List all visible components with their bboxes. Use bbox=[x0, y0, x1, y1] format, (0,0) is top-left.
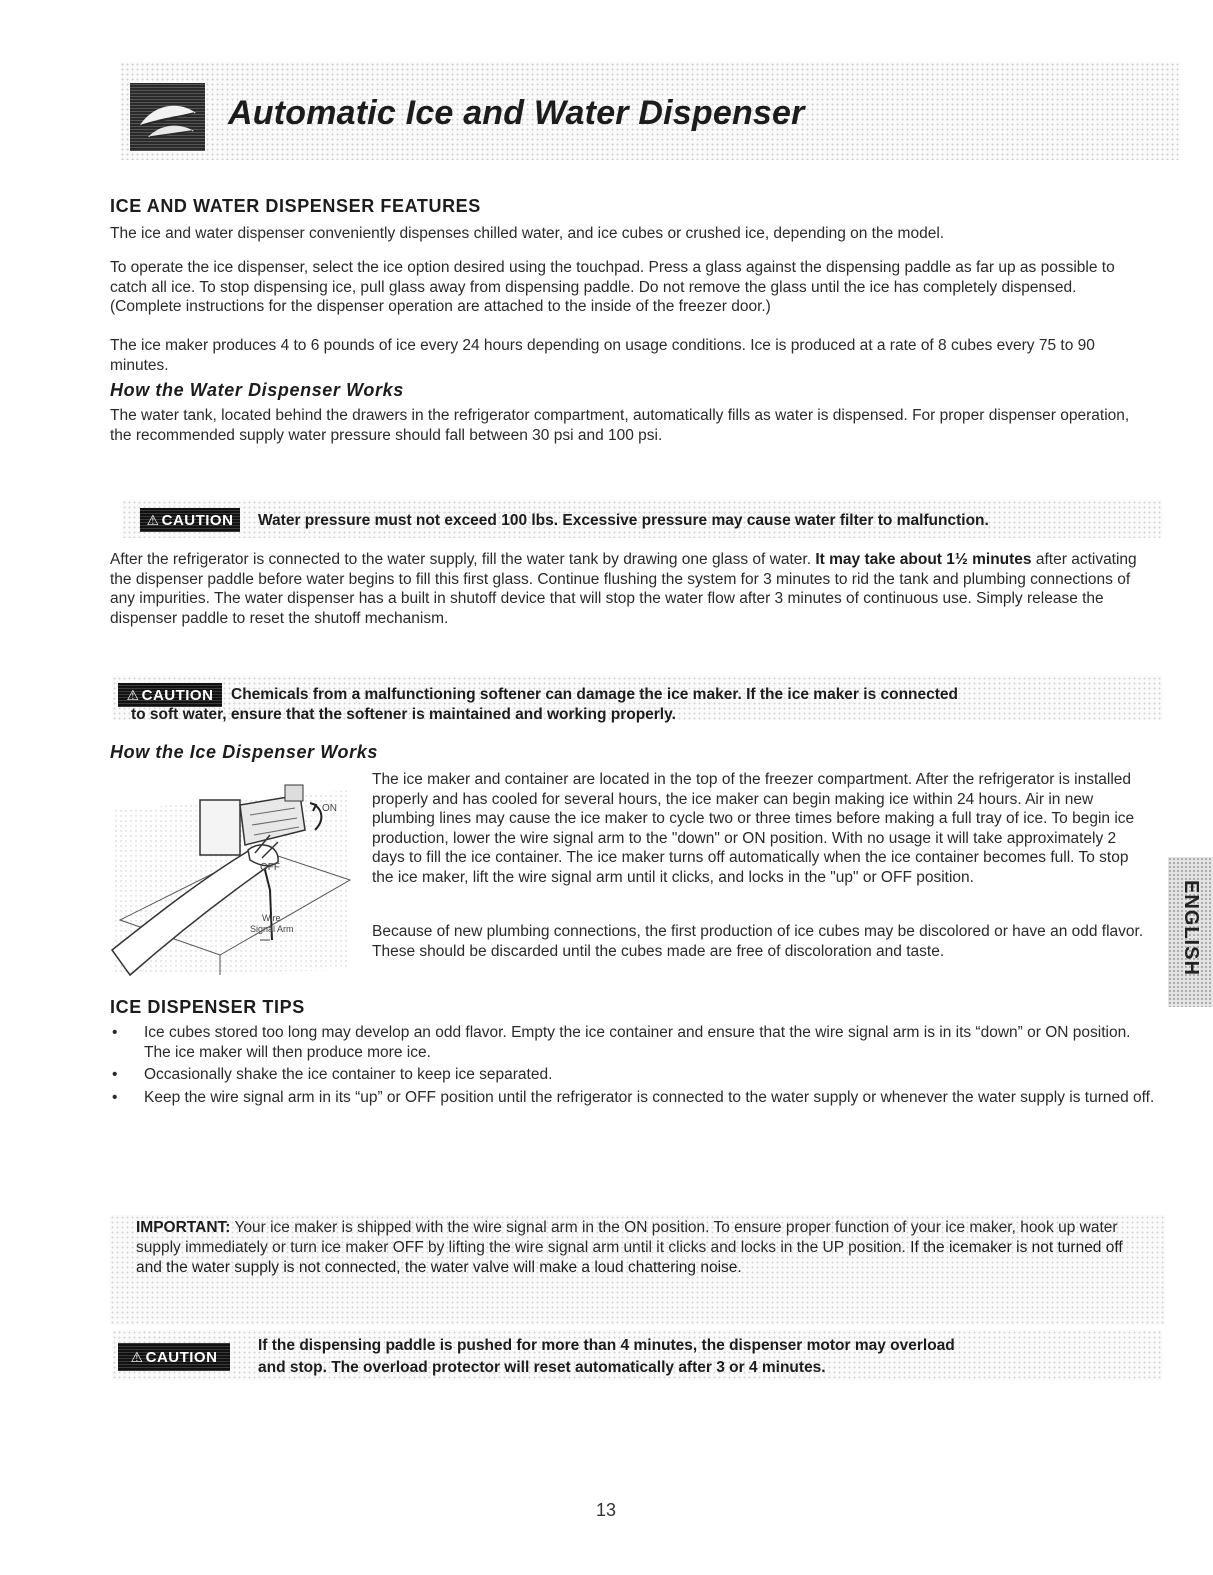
bullet: • bbox=[112, 1066, 118, 1083]
water-paragraph-2-bold: It may take about 1½ minutes bbox=[815, 551, 1032, 568]
important-label: IMPORTANT: bbox=[136, 1219, 231, 1236]
caution-text-2-line-2: to soft water, ensure that the softener is maintained and working properly. bbox=[131, 706, 676, 723]
caution-badge-1 bbox=[140, 508, 240, 532]
ice-leaf-logo-icon bbox=[130, 83, 205, 151]
list-item bbox=[110, 1023, 1155, 1062]
important-text-end: If the icemaker is not turned off and the water supply is not connected, the water valve will make a loud chattering noise. bbox=[136, 1239, 1123, 1276]
caution-text-3-line-1: If the dispensing paddle is pushed for more than 4 minutes, the dispenser motor may overload bbox=[258, 1337, 955, 1354]
caution-text-3-line-2: and stop. The overload protector will reset automatically after 3 or 4 minutes. bbox=[258, 1359, 826, 1376]
features-heading: ICE AND WATER DISPENSER FEATURES bbox=[110, 196, 481, 216]
caution-badge-label: CAUTION bbox=[161, 512, 234, 529]
tips-list bbox=[110, 1023, 1155, 1110]
tip-text: Ice cubes stored too long may develop an odd flavor. Empty the ice container and ensure that the wire signal arm is in its “down” or ON position. The ice maker will then produce more ice. bbox=[144, 1024, 1131, 1061]
ice-paragraph-1: The ice maker and container are located in the top of the freezer compartment. After the refrigerator is installed properly and has cooled for several hours, the ice maker can begin making ice within 24 hours. Air in new plumbing lines may cause the ice maker to cycle two or three times before making a full tray of ice. To begin ice production, lower the wire signal arm to the "down" or ON position. With no usage it will take approximately 2 days to fill the ice container. The ice maker turns off automatically when the ice container becomes full. To stop the ice maker, lift the wire signal arm until it clicks, and locks in the "up" or OFF position. bbox=[372, 771, 1135, 886]
caution-text-2-line-1: Chemicals from a malfunctioning softener can damage the ice maker. If the ice maker is connected bbox=[231, 686, 959, 703]
water-paragraph-2-end: after activating the dispenser paddle before water begins to fill this first glass. Continue flushing the system for 3 minutes to rid the tank and plumbing connections of any impurities. The water dispenser has a built in shutoff device that will stop the water flow after 3 minutes of continuous use. Simply release the dispenser paddle to reset the shutoff mechanism. bbox=[110, 551, 1137, 627]
caution-badge-label: CAUTION bbox=[141, 687, 214, 704]
warning-triangle-icon: ⚠ bbox=[146, 512, 160, 528]
caution-text-1: Water pressure must not exceed 100 lbs. Excessive pressure may cause water filter to malfunction. bbox=[258, 512, 989, 529]
ice-maker-illustration bbox=[110, 770, 355, 980]
ice-paragraph-2: Because of new plumbing connections, the first production of ice cubes may be discolored or have an odd flavor. These should be discarded until the cubes made are free of discoloration and taste. bbox=[372, 923, 1144, 960]
bullet: • bbox=[112, 1024, 118, 1041]
water-paragraph-2 bbox=[110, 550, 1150, 628]
water-paragraph-1: The water tank, located behind the drawers in the refrigerator compartment, automatically fills as water is dispensed. For proper dispenser operation, the recommended supply water pressure should fall between 30 psi and 100 psi. bbox=[110, 407, 1130, 444]
ice-dispenser-heading: How the Ice Dispenser Works bbox=[110, 742, 378, 762]
caution-badge-label: CAUTION bbox=[145, 1349, 218, 1366]
important-text: Your ice maker is shipped with the wire signal arm in the ON position. To ensure proper function of your ice maker, hook up water supply immediately or turn ice maker OFF by lifting the wire signal arm until it clicks and locks in the UP position. bbox=[136, 1219, 1118, 1256]
page-number: 13 bbox=[596, 1500, 617, 1520]
bullet: • bbox=[112, 1088, 118, 1106]
figure-label-on: ON bbox=[322, 803, 337, 814]
list-item bbox=[110, 1065, 1155, 1085]
features-paragraph-1: The ice and water dispenser conveniently dispenses chilled water, and ice cubes or crushed ice, depending on the model. bbox=[110, 225, 945, 242]
warning-triangle-icon: ⚠ bbox=[126, 687, 140, 703]
important-note bbox=[136, 1218, 1146, 1278]
figure-label-signal-arm: Signal Arm bbox=[250, 924, 294, 934]
figure-label-off: OFF bbox=[260, 862, 280, 873]
figure-label-wire: Wire bbox=[262, 913, 281, 923]
warning-triangle-icon: ⚠ bbox=[130, 1349, 144, 1365]
tip-text: Occasionally shake the ice container to keep ice separated. bbox=[144, 1066, 553, 1083]
features-paragraph-2: To operate the ice dispenser, select the ice option desired using the touchpad. Press a glass against the dispensing paddle as far up as possible to catch all ice. To stop dispensing ice, pull glass away from dispensing paddle. Do not remove the glass until the ice has completely dispensed. (Complete instructions for the dispenser operation are attached to the inside of the freezer door.) bbox=[110, 259, 1115, 315]
water-paragraph-2-start: After the refrigerator is connected to the water supply, fill the water tank by drawing one glass of water. bbox=[110, 551, 812, 568]
features-paragraph-3: The ice maker produces 4 to 6 pounds of ice every 24 hours depending on usage conditions. Ice is produced at a rate of 8 cubes every 75 to 90 minutes. bbox=[110, 337, 1095, 374]
page-title: Automatic Ice and Water Dispenser bbox=[228, 94, 805, 132]
tips-heading: ICE DISPENSER TIPS bbox=[110, 997, 305, 1017]
language-side-tab-label: ENGLISH bbox=[1180, 880, 1202, 976]
water-dispenser-heading: How the Water Dispenser Works bbox=[110, 380, 404, 400]
list-item bbox=[110, 1088, 1155, 1108]
caution-badge-3 bbox=[118, 1343, 230, 1371]
tip-text: Keep the wire signal arm in its “up” or OFF position until the refrigerator is connected to the water supply or whenever the water supply is turned off. bbox=[144, 1088, 1155, 1106]
caution-badge-2 bbox=[118, 683, 222, 707]
